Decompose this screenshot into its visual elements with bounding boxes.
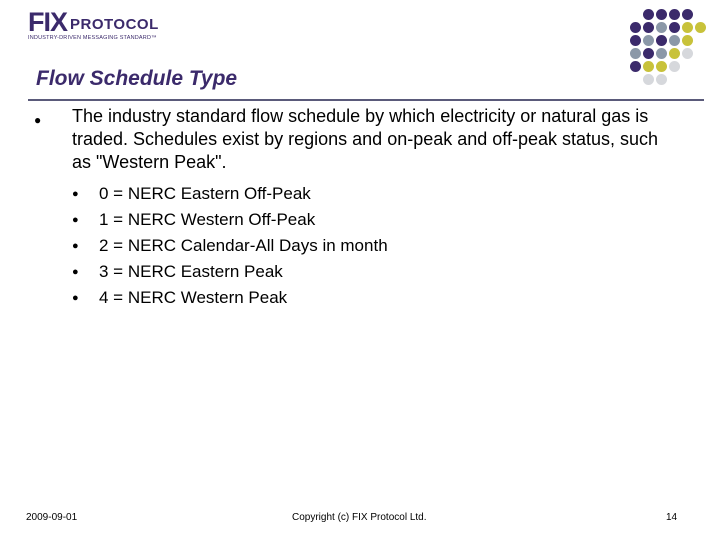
page-number: 14 xyxy=(666,512,678,523)
decorative-dot xyxy=(656,48,667,59)
logo-tagline: INDUSTRY-DRIVEN MESSAGING STANDARD™ xyxy=(28,35,157,41)
title-divider xyxy=(28,99,704,101)
decorative-dot xyxy=(643,22,654,33)
decorative-dot-grid xyxy=(630,9,712,84)
decorative-dot xyxy=(669,48,680,59)
list-item-text: 0 = NERC Eastern Off-Peak xyxy=(99,184,311,203)
fix-protocol-logo xyxy=(28,8,158,42)
list-item-text: 4 = NERC Western Peak xyxy=(99,288,288,307)
logo-protocol-text: PROTOCOL xyxy=(70,16,159,33)
decorative-dot xyxy=(630,48,641,59)
decorative-dot xyxy=(669,61,680,72)
logo-fix-text: FIX xyxy=(28,7,68,37)
list-item-text: 2 = NERC Calendar-All Days in month xyxy=(99,236,388,255)
decorative-dot xyxy=(656,22,667,33)
decorative-dot xyxy=(630,35,641,46)
bullet-icon: ● xyxy=(72,240,79,252)
main-bullet-text: The industry standard flow schedule by which electricity or natural gas is traded. Schedules exist by regions and on-peak and off-peak status, such as "Western Peak". xyxy=(72,106,659,172)
decorative-dot xyxy=(669,35,680,46)
decorative-dot xyxy=(656,61,667,72)
slide-title: Flow Schedule Type xyxy=(36,67,238,90)
decorative-dot xyxy=(643,74,654,85)
bullet-icon: ● xyxy=(34,113,42,127)
decorative-dot xyxy=(643,48,654,59)
decorative-dot xyxy=(630,61,641,72)
bullet-icon: ● xyxy=(72,266,79,278)
bullet-icon: ● xyxy=(72,214,79,226)
decorative-dot xyxy=(630,22,641,33)
list-item-text: 1 = NERC Western Off-Peak xyxy=(99,210,316,229)
decorative-dot xyxy=(656,35,667,46)
footer-date: 2009-09-01 xyxy=(26,512,78,523)
decorative-dot xyxy=(656,74,667,85)
decorative-dot xyxy=(695,22,706,33)
bullet-icon: ● xyxy=(72,292,79,304)
decorative-dot xyxy=(682,35,693,46)
bullet-icon: ● xyxy=(72,188,79,200)
decorative-dot xyxy=(682,22,693,33)
list-item-text: 3 = NERC Eastern Peak xyxy=(99,262,283,281)
decorative-dot xyxy=(682,48,693,59)
decorative-dot xyxy=(669,9,680,20)
footer-copyright: Copyright (c) FIX Protocol Ltd. xyxy=(292,512,427,523)
decorative-dot xyxy=(643,9,654,20)
decorative-dot xyxy=(643,61,654,72)
decorative-dot xyxy=(656,9,667,20)
decorative-dot xyxy=(682,9,693,20)
decorative-dot xyxy=(643,35,654,46)
decorative-dot xyxy=(669,22,680,33)
